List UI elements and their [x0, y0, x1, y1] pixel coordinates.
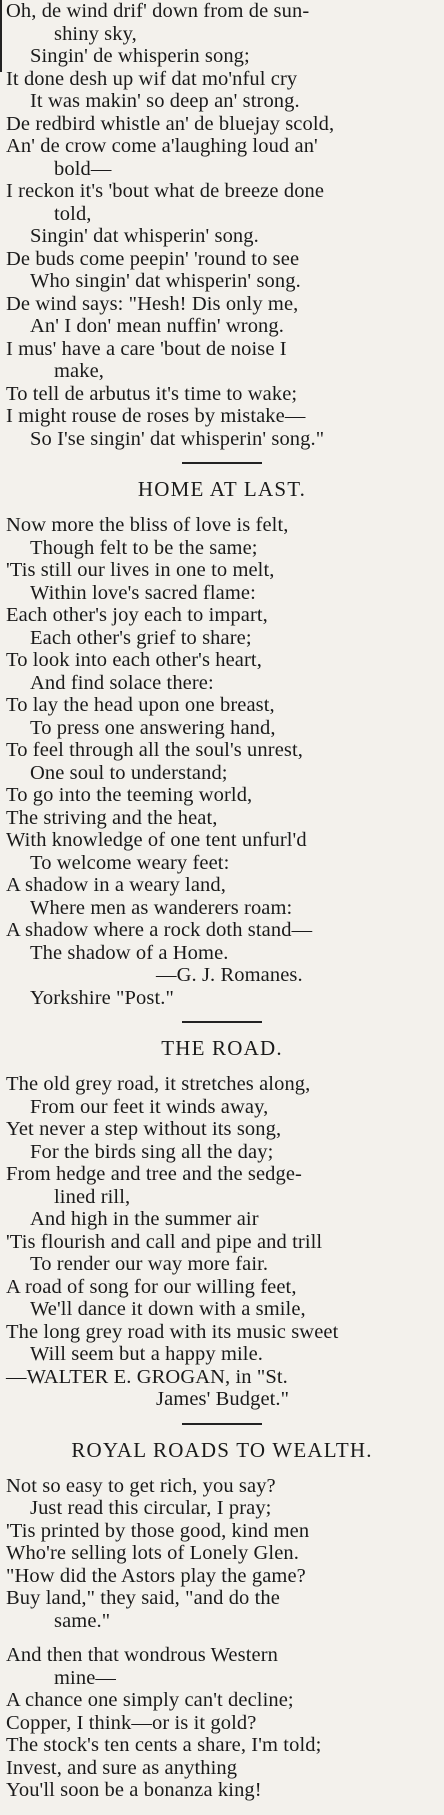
poem-line: make,	[54, 360, 105, 382]
poem-author: —WALTER E. GROGAN, in "St.	[6, 1365, 288, 1388]
poem-line: The stock's ten cents a share, I'm told;	[6, 1734, 322, 1756]
poem-title: THE ROAD.	[161, 1036, 283, 1060]
poem-line: To look into each other's heart,	[6, 649, 262, 671]
poem-line	[6, 1632, 438, 1644]
poem-line: Copper, I think—or is it gold?	[6, 1711, 257, 1734]
poem-title: HOME AT LAST.	[137, 477, 307, 501]
section-divider	[182, 1423, 262, 1425]
poem-line: A road of song for our willing feet,	[6, 1275, 297, 1298]
poem-line: A chance one simply can't decline;	[6, 1689, 294, 1711]
poem-line: told,	[54, 202, 92, 225]
poem-line: Where men as wanderers roam:	[30, 896, 293, 919]
poem-line: And high in the summer air	[30, 1208, 259, 1230]
poem-line: So I'se singin' dat whisperin' song."	[30, 427, 325, 450]
poem-line: We'll dance it down with a smile,	[30, 1298, 306, 1320]
poem-line: It was makin' so deep an' strong.	[30, 90, 300, 112]
poem-line: De wind says: "Hesh! Dis only me,	[6, 292, 299, 315]
poem-line: To lay the head upon one breast,	[6, 694, 275, 716]
poem-title: ROYAL ROADS TO WEALTH.	[71, 1437, 373, 1462]
poem-line: same."	[54, 1609, 111, 1632]
poem-line: 'Tis printed by those good, kind men	[6, 1519, 310, 1542]
poem-line: An' de crow come a'laughing loud an'	[6, 135, 318, 157]
poem-line: To welcome weary feet:	[30, 851, 230, 874]
poem-home-at-last	[6, 476, 438, 1009]
poem-line: To feel through all the soul's unrest,	[6, 739, 303, 761]
poem-line: Who singin' dat whisperin' song.	[30, 270, 301, 292]
poem-line: Though felt to be the same;	[30, 536, 258, 559]
poem-line: For the birds sing all the day;	[30, 1140, 274, 1163]
poem-line: The old grey road, it stretches along,	[6, 1073, 311, 1095]
poem-column	[6, 0, 438, 1802]
poem-line: To press one answering hand,	[30, 716, 276, 739]
poem-line: Will seem but a happy mile.	[30, 1343, 264, 1365]
poem-line: The shadow of a Home.	[30, 941, 229, 964]
poem-line: De redbird whistle an' de bluejay scold,	[6, 112, 335, 135]
poem-lines	[6, 1475, 438, 1802]
poem-line: I might rouse de roses by mistake—	[6, 405, 306, 427]
poem-author-continued: James' Budget."	[156, 1388, 290, 1410]
poem-line: Buy land," they said, "and do the	[6, 1587, 280, 1609]
poem-line: From hedge and tree and the sedge-	[6, 1163, 302, 1185]
poem-lines	[6, 1073, 438, 1366]
poem-line: I reckon it's 'bout what de breeze done	[6, 180, 325, 202]
poem-whisperin-song	[6, 0, 438, 450]
poem-line: bold—	[54, 157, 112, 180]
poem-line: And find solace there:	[30, 671, 214, 694]
poem-line: Singin' dat whisperin' song.	[30, 225, 259, 247]
poem-line: Within love's sacred flame:	[30, 581, 256, 604]
poem-royal-roads-to-wealth	[6, 1437, 438, 1802]
poem-line: One soul to understand;	[30, 761, 228, 784]
poem-line: Just read this circular, I pray;	[30, 1497, 272, 1519]
poem-line: I mus' have a care 'bout de noise I	[6, 337, 287, 360]
poem-line: With knowledge of one tent unfurl'd	[6, 829, 307, 851]
poem-line: De buds come peepin' 'round to see	[6, 247, 300, 270]
poem-line: Invest, and sure as anything	[6, 1756, 238, 1779]
poem-line: The long grey road with its music sweet	[6, 1320, 339, 1343]
poem-line: Now more the bliss of love is felt,	[6, 514, 289, 536]
poem-line: A shadow in a weary land,	[6, 874, 226, 896]
poem-line: Each other's joy each to impart,	[6, 604, 268, 626]
poem-line: The striving and the heat,	[6, 806, 218, 829]
column-edge-rule	[0, 0, 2, 72]
poem-line: Each other's grief to share;	[30, 626, 252, 649]
poem-line: And then that wondrous Western	[6, 1644, 278, 1666]
poem-line: Yet never a step without its song,	[6, 1118, 282, 1140]
poem-line: lined rill,	[54, 1185, 131, 1208]
poem-line: To render our way more fair.	[30, 1253, 269, 1275]
poem-the-road	[6, 1035, 438, 1411]
poem-lines	[6, 0, 438, 450]
poem-line: 'Tis flourish and call and pipe and trill	[6, 1230, 323, 1253]
poem-line: mine—	[54, 1666, 116, 1689]
poem-source: Yorkshire "Post."	[30, 986, 174, 1009]
poem-line: "How did the Astors play the game?	[6, 1564, 306, 1587]
poem-line: To go into the teeming world,	[6, 784, 253, 806]
poem-line: An' I don' mean nuffin' wrong.	[30, 315, 284, 337]
poem-line: Singin' de whisperin song;	[30, 45, 250, 67]
poem-line: Not so easy to get rich, you say?	[6, 1474, 276, 1497]
section-divider	[182, 462, 262, 464]
section-divider	[182, 1021, 262, 1023]
poem-line: Who're selling lots of Lonely Glen.	[6, 1542, 299, 1564]
poem-line: Oh, de wind drif' down from de sun-	[6, 0, 310, 22]
poem-lines	[6, 514, 438, 964]
poem-line: To tell de arbutus it's time to wake;	[6, 382, 298, 405]
poem-line: You'll soon be a bonanza king!	[6, 1779, 262, 1801]
poem-line: shiny sky,	[54, 22, 137, 45]
poem-line: 'Tis still our lives in one to melt,	[6, 559, 275, 581]
poem-line: It done desh up wif dat mo'nful cry	[6, 67, 298, 90]
poem-line: From our feet it winds away,	[30, 1095, 269, 1118]
poem-author: —G. J. Romanes.	[156, 964, 303, 986]
poem-line: A shadow where a rock doth stand—	[6, 919, 313, 941]
